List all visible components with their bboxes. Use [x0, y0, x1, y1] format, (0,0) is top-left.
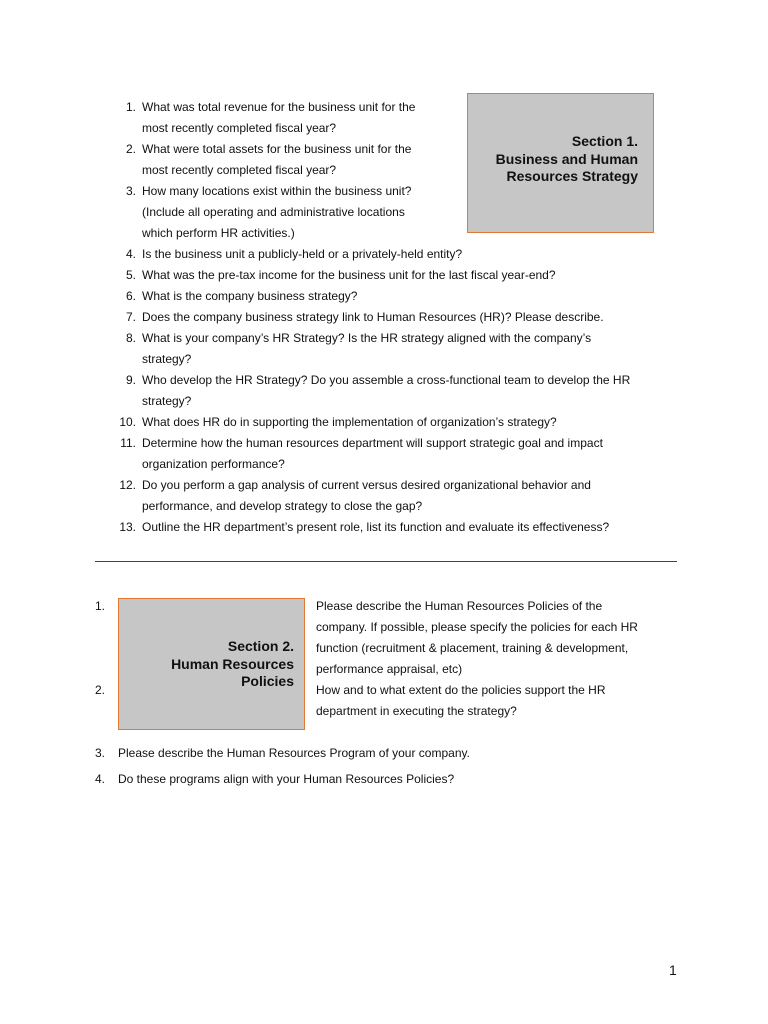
question-text: Do you perform a gap analysis of current versus desired organizational behavior and [142, 478, 591, 492]
question-text: Is the business unit a publicly-held or a privately-held entity? [142, 247, 463, 261]
section-2-title-line: Human Resources [171, 655, 294, 672]
list-number: 10. [119, 415, 136, 429]
question-text: What was the pre-tax income for the business unit for the last fiscal year-end? [142, 268, 556, 282]
list-number: 11. [120, 436, 136, 450]
list-number: 1. [125, 100, 136, 114]
list-number: 12. [119, 478, 136, 492]
question-text: What were total assets for the business unit for the [142, 142, 412, 156]
question-text: organization performance? [142, 457, 285, 471]
list-number: 2. [94, 683, 105, 697]
question-text: which perform HR activities.) [142, 226, 295, 240]
list-number: 4. [94, 772, 105, 786]
list-number: 1. [94, 599, 105, 613]
question-text: Does the company business strategy link to Human Resources (HR)? Please describe. [142, 310, 604, 324]
question-text: What is your company’s HR Strategy? Is the HR strategy aligned with the company’s [142, 331, 592, 345]
section-1-title-line: Resources Strategy [506, 168, 638, 184]
list-number: 8. [125, 331, 136, 345]
section-1-title-line: Business and Human [495, 150, 638, 167]
question-text: How and to what extent do the policies support the HR [316, 683, 606, 697]
list-number: 9. [125, 373, 136, 387]
list-number: 5. [125, 268, 136, 282]
question-text: function (recruitment & placement, training & development, [316, 641, 629, 655]
question-text: How many locations exist within the business unit? [142, 184, 412, 198]
question-text: most recently completed fiscal year? [142, 121, 337, 135]
question-text: department in executing the strategy? [316, 704, 517, 718]
question-text: most recently completed fiscal year? [142, 163, 337, 177]
section-1-title-box [467, 93, 654, 233]
list-number: 13. [119, 520, 136, 534]
list-number: 3. [125, 184, 136, 198]
question-text: Please describe the Human Resources Program of your company. [118, 746, 470, 760]
list-number: 4. [125, 247, 136, 261]
section-2-title-line: Section 2. [227, 638, 294, 654]
question-text: strategy? [142, 394, 192, 408]
section-1-title-line: Section 1. [571, 133, 638, 149]
question-text: Please describe the Human Resources Policies of the [316, 599, 603, 613]
question-text: (Include all operating and administrative locations [142, 205, 405, 219]
list-number: 7. [125, 310, 136, 324]
list-number: 2. [125, 142, 136, 156]
question-text: What does HR do in supporting the implementation of organization’s strategy? [142, 415, 557, 429]
question-text: performance, and develop strategy to close the gap? [142, 499, 423, 513]
question-text: Determine how the human resources department will support strategic goal and impact [142, 436, 603, 450]
section-divider [95, 561, 677, 562]
section-2-title-line: Policies [241, 673, 294, 689]
question-text: company. If possible, please specify the policies for each HR [316, 620, 638, 634]
question-text: strategy? [142, 352, 192, 366]
question-text: What was total revenue for the business unit for the [142, 100, 416, 114]
question-text: performance appraisal, etc) [316, 662, 463, 676]
question-text: Do these programs align with your Human Resources Policies? [118, 772, 455, 786]
list-number: 3. [94, 746, 105, 760]
question-text: What is the company business strategy? [142, 289, 358, 303]
question-text: Who develop the HR Strategy? Do you assemble a cross-functional team to develop the HR [142, 373, 631, 387]
page-number: 1 [669, 962, 677, 978]
question-text: Outline the HR department’s present role, list its function and evaluate its effectiveness? [142, 520, 610, 534]
list-number: 6. [125, 289, 136, 303]
section-2-title-box [118, 598, 305, 730]
